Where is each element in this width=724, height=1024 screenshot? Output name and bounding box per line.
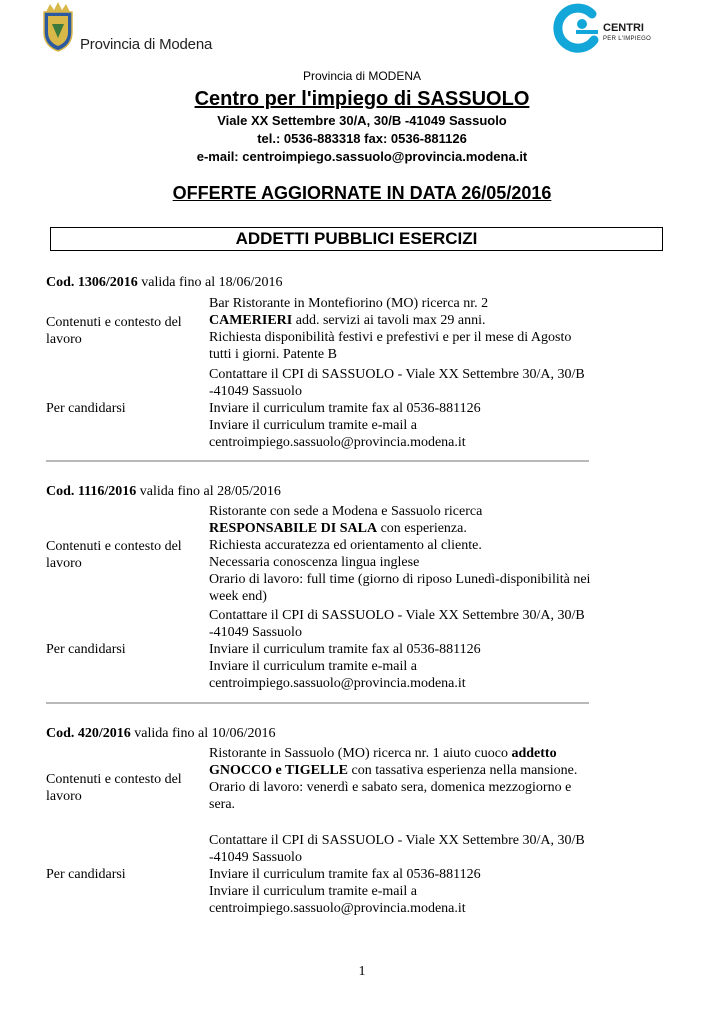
job-code: Cod. 420/2016 — [46, 726, 131, 741]
cpi-logo-icon — [552, 2, 604, 54]
provincia-crest-icon — [40, 2, 76, 52]
job-description-role-line — [209, 745, 594, 779]
office-title: Centro per l'impiego di SASSUOLO — [194, 88, 530, 110]
contents-label: Contenuti e contesto del lavoro — [46, 539, 182, 571]
job-description-intro: Bar Ristorante in Montefiorino (MO) ricerca nr. 2 — [209, 296, 489, 311]
job-description-role-line — [209, 520, 594, 537]
provincia-logo-text: Provincia di Modena — [80, 36, 213, 53]
job-description-details: Richiesta disponibilità festivi e prefestivi e per il mese di Agosto tutti i giorni. Patente B — [209, 330, 572, 362]
job-description-details: Orario di lavoro: venerdì e sabato sera, domenica mezzogiorno e sera. — [209, 780, 572, 812]
apply-fax: Inviare il curriculum tramite fax al 0536-881126 — [209, 401, 481, 416]
job-description-intro: Ristorante con sede a Modena e Sassuolo ricerca — [209, 504, 483, 519]
apply-fax: Inviare il curriculum tramite fax al 0536-881126 — [209, 642, 481, 657]
job-code: Cod. 1116/2016 — [46, 484, 137, 499]
job-description-role-line — [209, 312, 594, 329]
apply-label: Per candidarsi — [46, 401, 126, 416]
office-phone: tel.: 0536-883318 fax: 0536-881126 — [257, 131, 467, 146]
apply-email: Inviare il curriculum tramite e-mail a centroimpiego.sassuolo@provincia.modena.it — [209, 884, 466, 916]
apply-contact: Contattare il CPI di SASSUOLO - Viale XX Settembre 30/A, 30/B -41049 Sassuolo — [209, 367, 585, 399]
cpi-logo — [552, 2, 652, 54]
province-name: Provincia di MODENA — [302, 69, 422, 83]
job-description-details: Richiesta accuratezza ed orientamento al cliente. Necessaria conoscenza lingua inglese Orario di lavoro: full time (giorno di riposo Lunedì-disponibilità nei week end) — [209, 538, 591, 604]
offers-title: OFFERTE AGGIORNATE IN DATA 26/05/2016 — [172, 183, 552, 203]
job-validity: valida fino al 10/06/2016 — [134, 726, 276, 741]
job-role-detail: add. servizi ai tavoli max 29 anni. — [292, 313, 486, 328]
office-address: Viale XX Settembre 30/A, 30/B -41049 Sassuolo — [217, 113, 507, 128]
job-description — [209, 503, 594, 605]
apply-email: Inviare il curriculum tramite e-mail a centroimpiego.sassuolo@provincia.modena.it — [209, 659, 466, 691]
apply-contact: Contattare il CPI di SASSUOLO - Viale XX Settembre 30/A, 30/B -41049 Sassuolo — [209, 833, 585, 865]
job-role-detail: con esperienza. — [377, 521, 467, 536]
job-description — [209, 745, 594, 813]
job-role: addetto GNOCCO e TIGELLE — [209, 746, 557, 778]
apply-label: Per candidarsi — [46, 867, 126, 882]
separator — [46, 460, 589, 462]
apply-label: Per candidarsi — [46, 642, 126, 657]
job-description — [209, 295, 594, 363]
job-role: RESPONSABILE DI SALA — [209, 521, 378, 536]
job-role-detail: con tassativa esperienza nella mansione. — [348, 763, 578, 778]
contents-label: Contenuti e contesto del lavoro — [46, 772, 182, 804]
job-role: CAMERIERI — [209, 313, 293, 328]
cpi-logo-subtext: PER L'IMPIEGO — [603, 36, 652, 42]
apply-instructions — [209, 607, 594, 692]
cpi-logo-text: CENTRI — [603, 22, 644, 34]
separator — [46, 702, 589, 704]
apply-email: Inviare il curriculum tramite e-mail a centroimpiego.sassuolo@provincia.modena.it — [209, 418, 466, 450]
job-validity: valida fino al 18/06/2016 — [141, 275, 283, 290]
job-header — [46, 274, 282, 291]
job-validity: valida fino al 28/05/2016 — [139, 484, 281, 499]
apply-fax: Inviare il curriculum tramite fax al 0536-881126 — [209, 867, 481, 882]
contents-label: Contenuti e contesto del lavoro — [46, 315, 182, 347]
apply-instructions — [209, 366, 594, 451]
section-title: ADDETTI PUBBLICI ESERCIZI — [50, 227, 663, 251]
job-header — [46, 725, 275, 742]
apply-contact: Contattare il CPI di SASSUOLO - Viale XX Settembre 30/A, 30/B -41049 Sassuolo — [209, 608, 585, 640]
job-code: Cod. 1306/2016 — [46, 275, 138, 290]
apply-instructions — [209, 832, 594, 917]
page-number: 1 — [358, 964, 366, 979]
provincia-logo — [40, 2, 213, 54]
office-email: e-mail: centroimpiego.sassuolo@provincia.modena.it — [196, 149, 528, 164]
job-header — [46, 483, 281, 500]
job-description-intro: Ristorante in Sassuolo (MO) ricerca nr. 1 aiuto cuoco — [209, 746, 512, 761]
